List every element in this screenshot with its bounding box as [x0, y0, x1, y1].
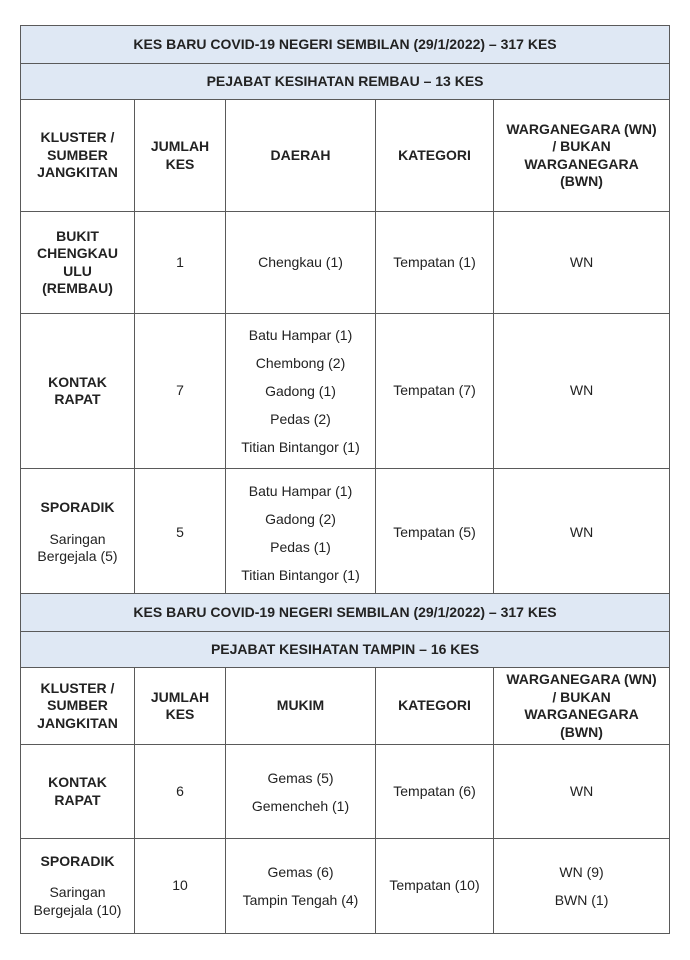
jumlah-cell: 10	[135, 839, 226, 934]
wn-cell: WN	[494, 314, 670, 469]
mukim-cell: Gemas (6) Tampin Tengah (4)	[226, 839, 376, 934]
mukim-cell: Gemas (5) Gemencheh (1)	[226, 745, 376, 839]
jumlah-cell: 1	[135, 212, 226, 314]
kategori-cell: Tempatan (5)	[376, 469, 494, 597]
daerah-cell: Batu Hampar (1) Chembong (2) Gadong (1) Pedas (2) Titian Bintangor (1)	[226, 314, 376, 469]
office-title: PEJABAT KESIHATAN TAMPIN – 16 KES	[21, 632, 670, 668]
kategori-cell: Tempatan (1)	[376, 212, 494, 314]
kluster-cell: BUKIT CHENGKAU ULU (REMBAU)	[21, 212, 135, 314]
daerah-cell: Batu Hampar (1) Gadong (2) Pedas (1) Titian Bintangor (1)	[226, 469, 376, 597]
kluster-cell: KONTAK RAPAT	[21, 314, 135, 469]
table-row	[21, 745, 670, 839]
kategori-cell: Tempatan (6)	[376, 745, 494, 839]
header-mukim: MUKIM	[226, 668, 376, 745]
jumlah-cell: 7	[135, 314, 226, 469]
header-warganegara: WARGANEGARA (WN) / BUKAN WARGANEGARA (BWN)	[494, 668, 670, 745]
table-title: KES BARU COVID-19 NEGERI SEMBILAN (29/1/2022) – 317 KES	[21, 594, 670, 632]
tampin-table	[20, 593, 670, 934]
jumlah-cell: 6	[135, 745, 226, 839]
header-kategori: KATEGORI	[376, 100, 494, 212]
wn-cell: WN	[494, 469, 670, 597]
wn-cell: WN	[494, 745, 670, 839]
table-title: KES BARU COVID-19 NEGERI SEMBILAN (29/1/2022) – 317 KES	[21, 26, 670, 64]
header-warganegara: WARGANEGARA (WN) / BUKAN WARGANEGARA (BWN)	[494, 100, 670, 212]
table-row	[21, 212, 670, 314]
wn-cell: WN (9) BWN (1)	[494, 839, 670, 934]
header-kluster: KLUSTER / SUMBER JANGKITAN	[21, 668, 135, 745]
table-row	[21, 469, 670, 597]
table-row	[21, 839, 670, 934]
kluster-cell: SPORADIK Saringan Bergejala (10)	[21, 839, 135, 934]
header-daerah: DAERAH	[226, 100, 376, 212]
header-jumlah: JUMLAH KES	[135, 100, 226, 212]
header-jumlah: JUMLAH KES	[135, 668, 226, 745]
daerah-cell: Chengkau (1)	[226, 212, 376, 314]
office-title: PEJABAT KESIHATAN REMBAU – 13 KES	[21, 64, 670, 100]
wn-cell: WN	[494, 212, 670, 314]
kategori-cell: Tempatan (10)	[376, 839, 494, 934]
rembau-table	[20, 25, 670, 597]
header-kategori: KATEGORI	[376, 668, 494, 745]
header-kluster: KLUSTER / SUMBER JANGKITAN	[21, 100, 135, 212]
table-row	[21, 314, 670, 469]
kluster-cell: SPORADIK Saringan Bergejala (5)	[21, 469, 135, 597]
kategori-cell: Tempatan (7)	[376, 314, 494, 469]
kluster-cell: KONTAK RAPAT	[21, 745, 135, 839]
jumlah-cell: 5	[135, 469, 226, 597]
